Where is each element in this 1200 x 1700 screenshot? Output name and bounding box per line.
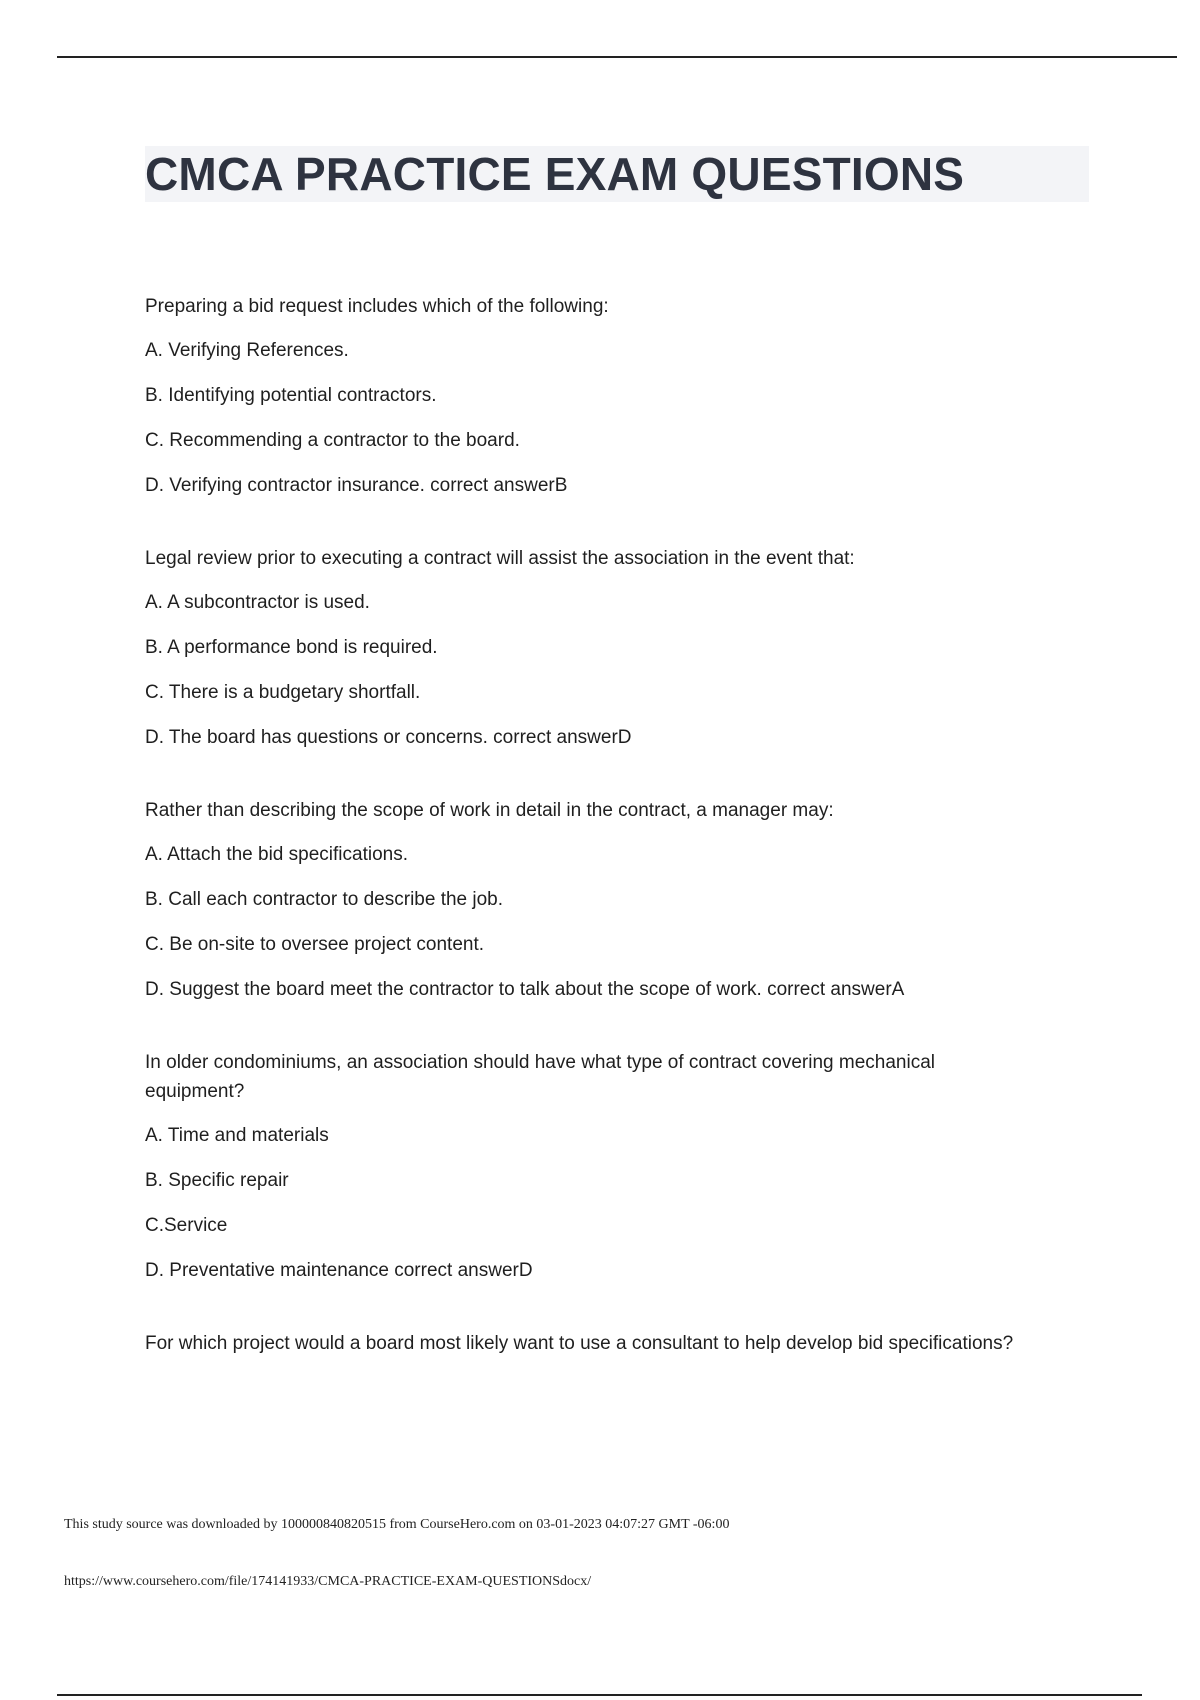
answer-option-c: C. Be on-site to oversee project content. xyxy=(145,934,485,955)
question-prompt: Legal review prior to executing a contract will assist the association in the event that: xyxy=(145,548,855,569)
page-title: CMCA PRACTICE EXAM QUESTIONS xyxy=(145,148,965,200)
answer-option-c: C. Recommending a contractor to the board. xyxy=(145,430,520,451)
answer-option-b: B. Call each contractor to describe the job. xyxy=(145,889,504,910)
answer-option-b: B. A performance bond is required. xyxy=(145,637,438,658)
answer-option-a: A. Time and materials xyxy=(145,1125,329,1146)
answer-option-c: C.Service xyxy=(145,1215,228,1236)
question-list xyxy=(145,292,1105,1402)
question-1 xyxy=(145,292,1105,500)
question-2 xyxy=(145,544,1105,752)
answer-option-d: D. The board has questions or concerns. correct answerD xyxy=(145,727,632,748)
question-prompt: Rather than describing the scope of work in detail in the contract, a manager may: xyxy=(145,800,834,821)
question-3 xyxy=(145,796,1105,1004)
bottom-divider xyxy=(57,1694,1142,1696)
question-prompt: In older condominiums, an association should have what type of contract covering mechanical equipment? xyxy=(145,1052,935,1102)
answer-option-d: D. Suggest the board meet the contractor to talk about the scope of work. correct answerA xyxy=(145,979,905,1000)
answer-option-c: C. There is a budgetary shortfall. xyxy=(145,682,421,703)
answer-option-b: B. Identifying potential contractors. xyxy=(145,385,437,406)
answer-option-a: A. Verifying References. xyxy=(145,340,349,361)
source-url: https://www.coursehero.com/file/174141933/CMCA-PRACTICE-EXAM-QUESTIONSdocx/ xyxy=(64,1574,592,1589)
question-5 xyxy=(145,1329,1105,1358)
title-banner xyxy=(145,146,1089,202)
answer-option-a: A. A subcontractor is used. xyxy=(145,592,370,613)
top-divider xyxy=(57,56,1177,58)
question-prompt: Preparing a bid request includes which of the following: xyxy=(145,296,609,317)
question-4 xyxy=(145,1048,1105,1285)
answer-option-d: D. Preventative maintenance correct answerD xyxy=(145,1260,533,1281)
answer-option-a: A. Attach the bid specifications. xyxy=(145,844,408,865)
answer-option-d: D. Verifying contractor insurance. correct answerB xyxy=(145,475,568,496)
question-prompt: For which project would a board most likely want to use a consultant to help develop bid specifications? xyxy=(145,1333,1014,1354)
answer-option-b: B. Specific repair xyxy=(145,1170,289,1191)
download-source-notice: This study source was downloaded by 100000840820515 from CourseHero.com on 03-01-2023 04:07:27 GMT -06:00 xyxy=(64,1517,730,1532)
